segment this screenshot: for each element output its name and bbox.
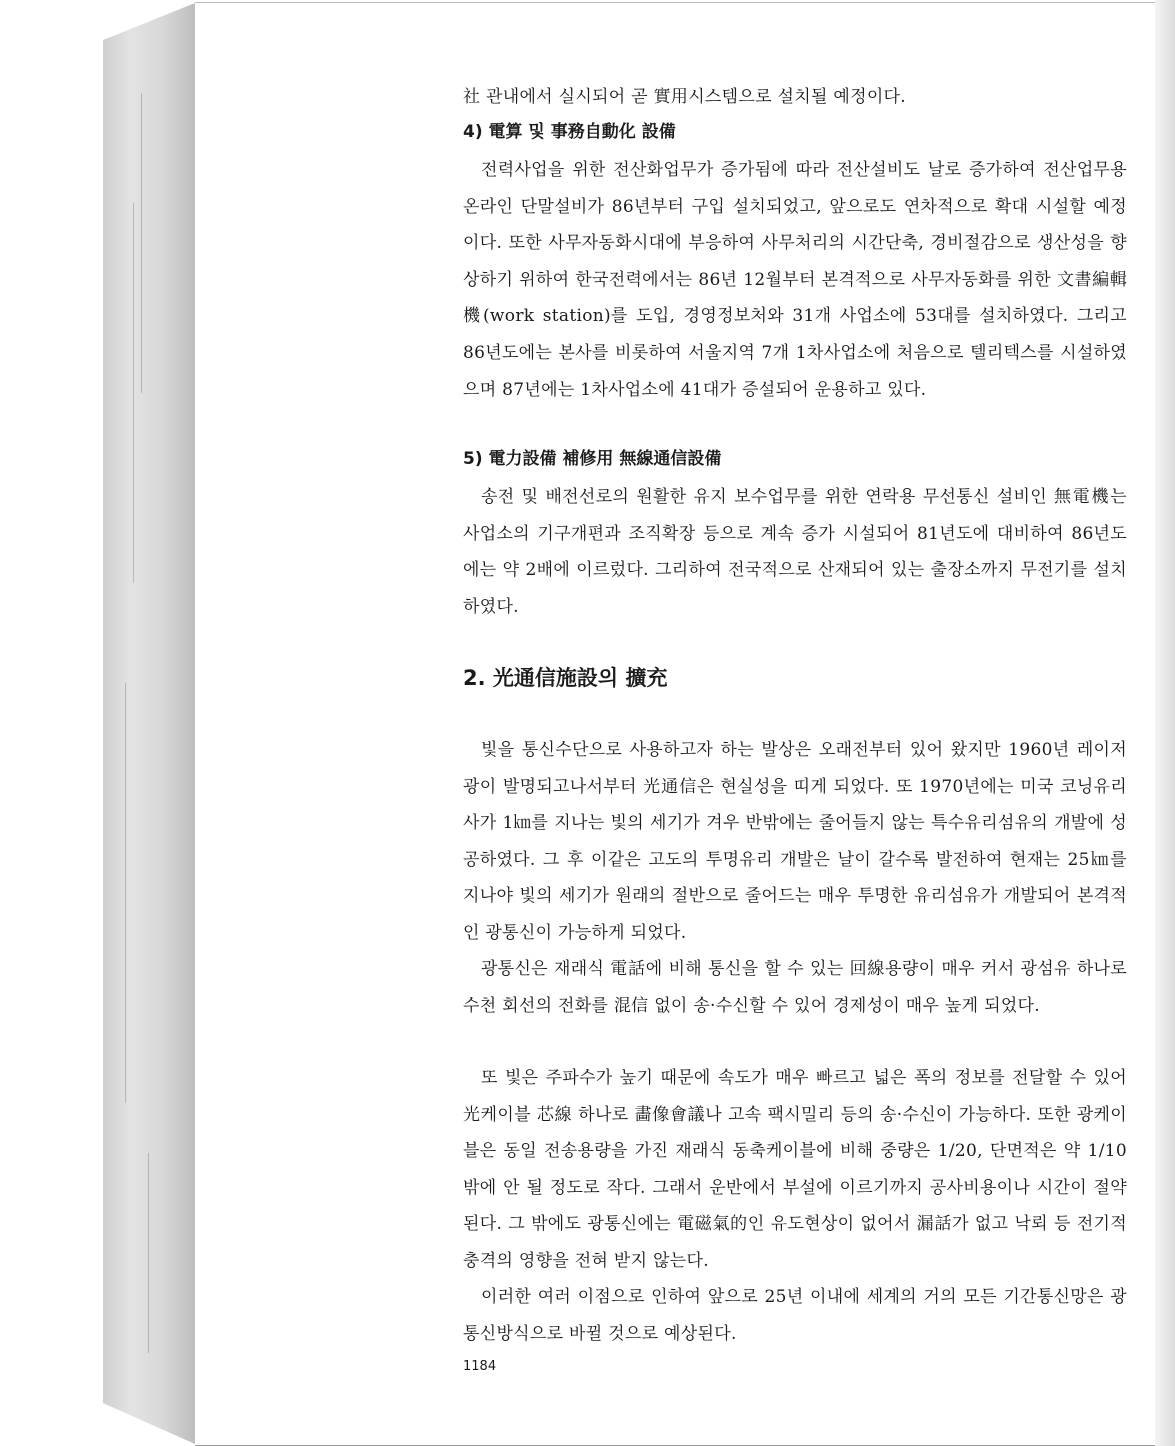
section-heading: 2. 光通信施設의 擴充 [463,666,668,690]
paragraph-optical-1: 빛을 통신수단으로 사용하고자 하는 발상은 오래전부터 있어 왔지만 1960년 레이저광이 발명되고나서부터 光通信은 현실성을 띠게 되었다. 또 1970년에는 미국 코닝유리사가 1㎞를 지나는 빛의 세기가 겨우 반밖에는 줄어들지 않는 특수유리섬유의 개발에 성공하였다. 그 후 이같은 고도의 투명유리 개발은 날이 갈수록 발전하여 현재는 25㎞를 지나야 빛의 세기가 원래의 절반으로 줄어드는 매우 투명한 유리섬유가 개발되어 본격적인 광통신이 가능하게 되었다. [463,740,1127,943]
opening-line: 社 관내에서 실시되어 곧 實用시스템으로 설치될 예정이다. [463,87,906,107]
page-number: 1184 [463,1359,497,1374]
heading-wireless: 5) 電力設備 補修用 無線通信設備 [463,449,722,469]
paragraph-optical-2: 광통신은 재래식 電話에 비해 통신을 할 수 있는 回線용량이 매우 커서 광섬유 하나로 수천 회선의 전화를 混信 없이 송·수신할 수 있어 경제성이 매우 높게 되었다. [463,959,1127,1016]
paragraph-optical-3: 또 빛은 주파수가 높기 때문에 속도가 매우 빠르고 넓은 폭의 정보를 전달할 수 있어 光케이블 芯線 하나로 畵像會議나 고속 팩시밀리 등의 송·수신이 가능하다. 또한 광케이블은 동일 전송용량을 가진 재래식 동축케이블에 비해 중량은 1/20, 단면적은 약 1/10밖에 안 될 정도로 작다. 그래서 운반에서 부설에 이르기까지 공사비용이나 시간이 절약된다. 그 밖에도 광통신에는 電磁氣的인 유도현상이 없어서 漏話가 없고 낙뢰 등 전기적 충격의 영향을 전혀 받지 않는다. [463,1068,1127,1271]
paragraph-wireless: 송전 및 배전선로의 원활한 유지 보수업무를 위한 연락용 무선통신 설비인 無電機는 사업소의 기구개편과 조직확장 등으로 계속 증가 시설되어 81년도에 대비하여 86년도에는 약 2배에 이르렀다. 그리하여 전국적으로 산재되어 있는 출장소까지 무전기를 설치하였다. [463,487,1127,617]
heading-computing: 4) 電算 및 事務自動化 設備 [463,122,676,142]
book-edge [103,3,195,1444]
paragraph-optical-4: 이러한 여러 이점으로 인하여 앞으로 25년 이내에 세계의 거의 모든 기간통신망은 광통신방식으로 바뀔 것으로 예상된다. [463,1287,1127,1344]
paragraph-computing: 전력사업을 위한 전산화업무가 증가됨에 따라 전산설비도 날로 증가하여 전산업무용 온라인 단말설비가 86년부터 구입 설치되었고, 앞으로도 연차적으로 확대 시설할 예정이다. 또한 사무자동화시대에 부응하여 사무처리의 시간단축, 경비절감으로 생산성을 향상하기 위하여 한국전력에서는 86년 12월부터 본격적으로 사무자동화를 위한 文書編輯機(work station)를 도입, 경영정보처와 31개 사업소에 53대를 설치하였다. 그리고 86년도에는 본사를 비롯하여 서울지역 7개 1차사업소에 처음으로 텔리텍스를 시설하였으며 87년에는 1차사업소에 41대가 증설되어 운용하고 있다. [463,160,1127,400]
page-right-edge [1155,0,1175,1446]
